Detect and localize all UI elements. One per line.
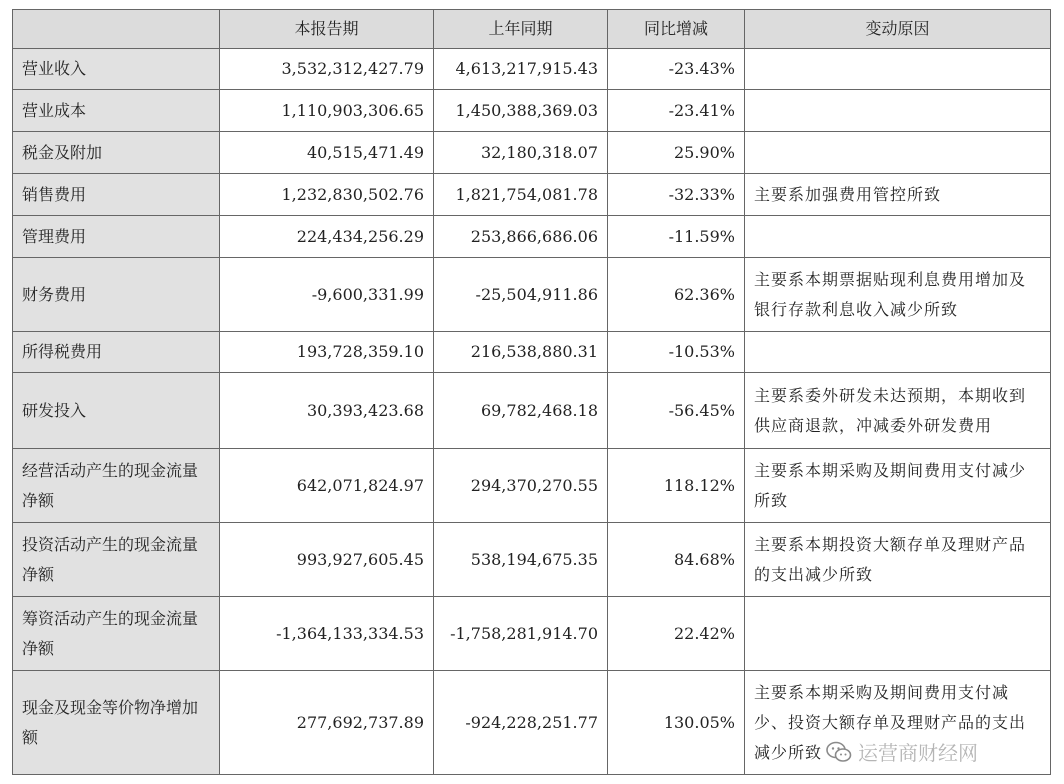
row-change: -23.41% (608, 90, 745, 132)
row-item: 研发投入 (13, 373, 220, 449)
row-change: 130.05% (608, 671, 745, 775)
row-change: 84.68% (608, 523, 745, 597)
header-item (13, 10, 220, 49)
row-previous: 294,370,270.55 (434, 449, 608, 523)
row-reason: 主要系加强费用管控所致 (745, 174, 1051, 216)
row-change: -11.59% (608, 216, 745, 258)
row-current: 193,728,359.10 (220, 332, 434, 373)
row-change: 22.42% (608, 597, 745, 671)
table-row (13, 258, 1051, 332)
table-row (13, 49, 1051, 90)
row-previous: 1,450,388,369.03 (434, 90, 608, 132)
row-previous: -1,758,281,914.70 (434, 597, 608, 671)
table-row (13, 90, 1051, 132)
row-reason (745, 332, 1051, 373)
row-current: 224,434,256.29 (220, 216, 434, 258)
row-current: 1,110,903,306.65 (220, 90, 434, 132)
table-row (13, 216, 1051, 258)
row-item: 现金及现金等价物净增加额 (13, 671, 220, 775)
header-change-reason: 变动原因 (745, 10, 1051, 49)
wechat-icon (826, 741, 852, 763)
row-previous: 4,613,217,915.43 (434, 49, 608, 90)
row-item: 销售费用 (13, 174, 220, 216)
row-current: 1,232,830,502.76 (220, 174, 434, 216)
row-item: 投资活动产生的现金流量净额 (13, 523, 220, 597)
row-reason (745, 90, 1051, 132)
row-change: -56.45% (608, 373, 745, 449)
watermark (826, 737, 978, 766)
row-reason (745, 49, 1051, 90)
row-current: 277,692,737.89 (220, 671, 434, 775)
row-current: -1,364,133,334.53 (220, 597, 434, 671)
row-reason: 主要系本期采购及期间费用支付减少、投资大额存单及理财产品的支出减少所致 (745, 671, 1051, 775)
table-row (13, 597, 1051, 671)
row-previous: 253,866,686.06 (434, 216, 608, 258)
row-previous: 538,194,675.35 (434, 523, 608, 597)
row-reason (745, 132, 1051, 174)
row-reason (745, 216, 1051, 258)
row-item: 税金及附加 (13, 132, 220, 174)
financial-table (12, 9, 1051, 775)
row-current: 40,515,471.49 (220, 132, 434, 174)
row-previous: -25,504,911.86 (434, 258, 608, 332)
header-previous-period: 上年同期 (434, 10, 608, 49)
row-change: -10.53% (608, 332, 745, 373)
row-item: 财务费用 (13, 258, 220, 332)
row-previous: 69,782,468.18 (434, 373, 608, 449)
row-item: 营业成本 (13, 90, 220, 132)
row-reason: 主要系本期票据贴现利息费用增加及银行存款利息收入减少所致 (745, 258, 1051, 332)
row-current: 3,532,312,427.79 (220, 49, 434, 90)
row-change: 25.90% (608, 132, 745, 174)
watermark-text: 运营商财经网 (858, 741, 978, 765)
row-item: 管理费用 (13, 216, 220, 258)
table-row (13, 332, 1051, 373)
row-current: 30,393,423.68 (220, 373, 434, 449)
table-row (13, 132, 1051, 174)
table-row (13, 373, 1051, 449)
row-change: -23.43% (608, 49, 745, 90)
row-reason (745, 597, 1051, 671)
row-previous: 32,180,318.07 (434, 132, 608, 174)
row-reason: 主要系本期采购及期间费用支付减少所致 (745, 449, 1051, 523)
row-change: -32.33% (608, 174, 745, 216)
row-current: 642,071,824.97 (220, 449, 434, 523)
header-yoy-change: 同比增减 (608, 10, 745, 49)
row-item: 所得税费用 (13, 332, 220, 373)
row-previous: 216,538,880.31 (434, 332, 608, 373)
row-item: 经营活动产生的现金流量净额 (13, 449, 220, 523)
table-row (13, 174, 1051, 216)
row-reason: 主要系本期投资大额存单及理财产品的支出减少所致 (745, 523, 1051, 597)
row-reason: 主要系委外研发未达预期，本期收到供应商退款，冲减委外研发费用 (745, 373, 1051, 449)
row-change: 118.12% (608, 449, 745, 523)
table-row (13, 449, 1051, 523)
row-change: 62.36% (608, 258, 745, 332)
row-current: 993,927,605.45 (220, 523, 434, 597)
row-current: -9,600,331.99 (220, 258, 434, 332)
row-previous: 1,821,754,081.78 (434, 174, 608, 216)
row-previous: -924,228,251.77 (434, 671, 608, 775)
row-item: 营业收入 (13, 49, 220, 90)
header-current-period: 本报告期 (220, 10, 434, 49)
row-item: 筹资活动产生的现金流量净额 (13, 597, 220, 671)
table-header-row (13, 10, 1051, 49)
table-row (13, 523, 1051, 597)
